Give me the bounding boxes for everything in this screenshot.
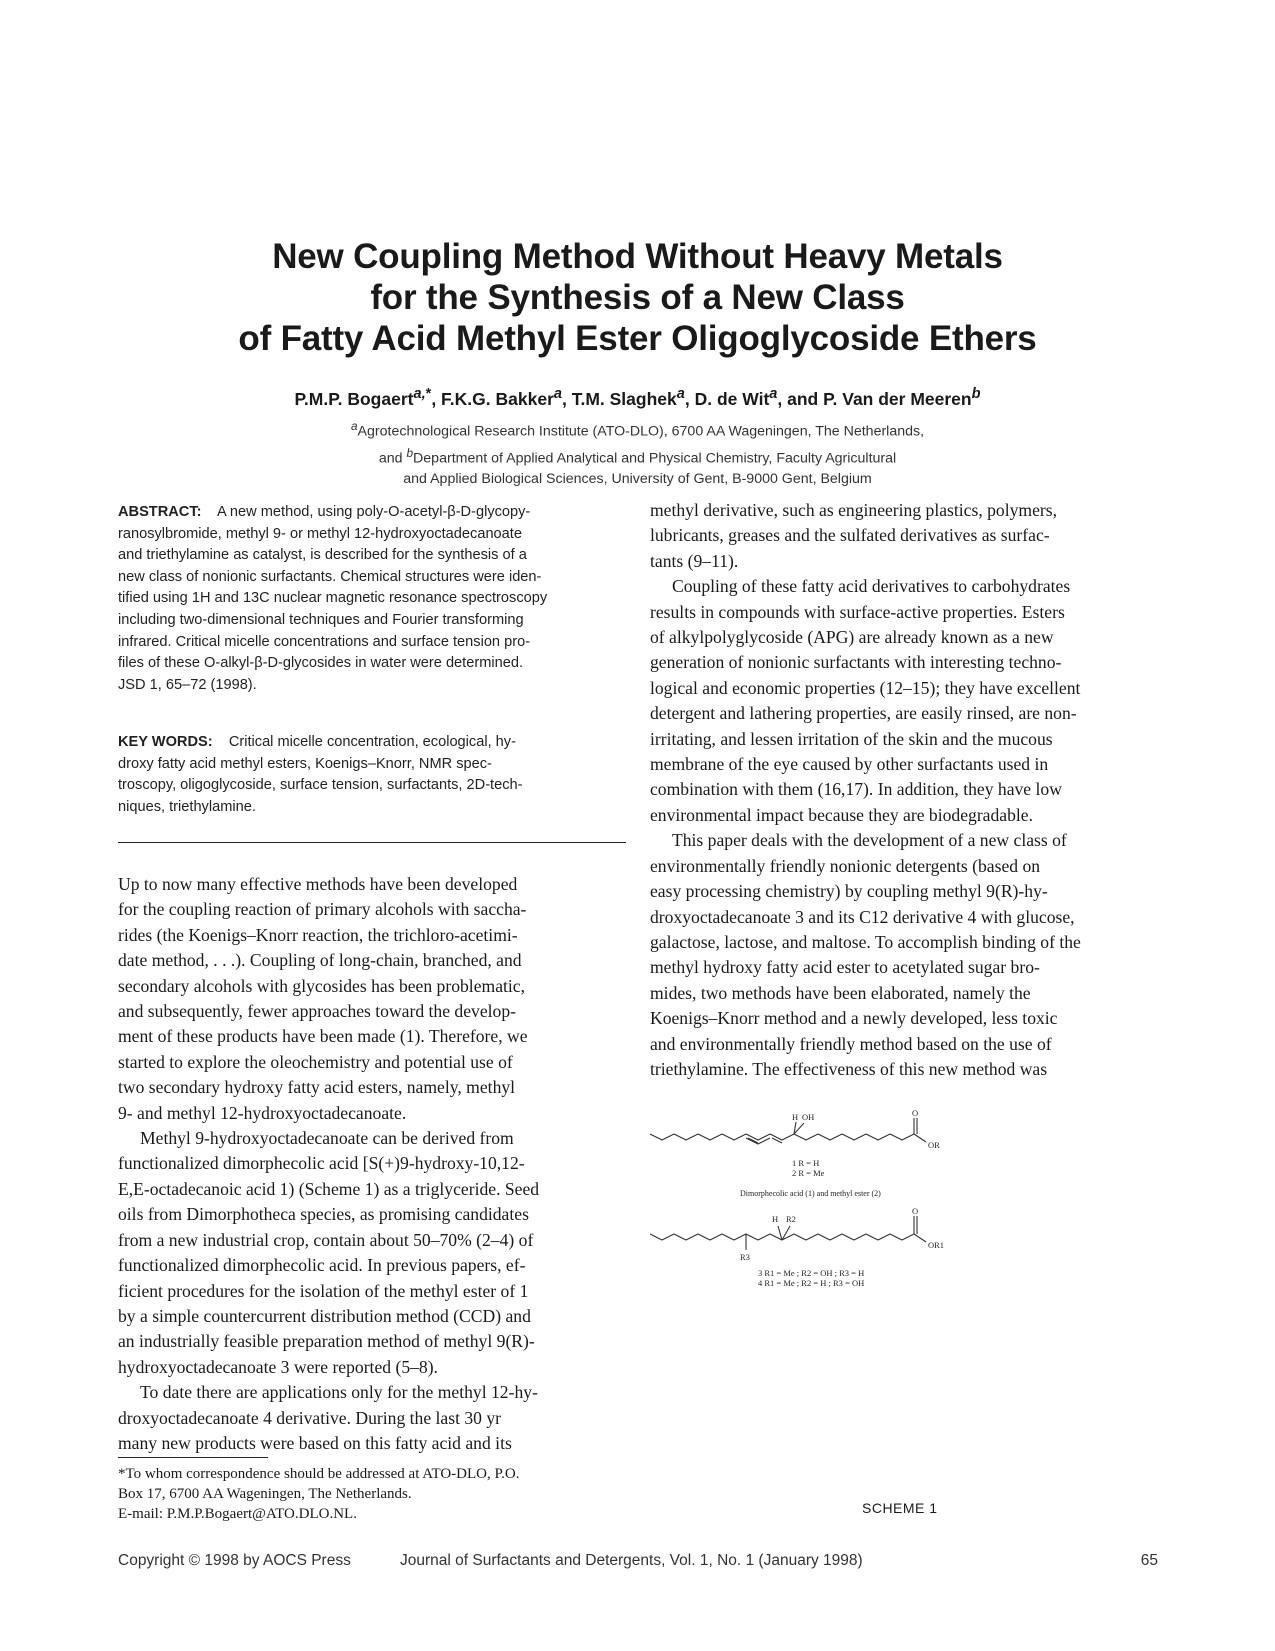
text-line: This paper deals with the development of a new class of xyxy=(672,830,1067,851)
author-2-affil-sup: a xyxy=(553,386,562,402)
s2-r3-label: R3 xyxy=(740,1252,750,1262)
text-line: functionalized dimorphecolic acid [S(+)9-hydroxy-10,12- xyxy=(118,1153,525,1174)
title-line-1: New Coupling Method Without Heavy Metals xyxy=(272,237,1003,276)
author-3-affil-sup: a xyxy=(676,386,685,402)
paragraph-this-paper xyxy=(650,828,1155,1082)
footnote xyxy=(118,1464,638,1524)
text-line: triethylamine. The effectiveness of this new method was xyxy=(650,1058,1048,1079)
keywords-line: droxy fatty acid methyl esters, Koenigs–Knorr, NMR spec- xyxy=(118,755,492,772)
text-line: E,E-octadecanoic acid 1) (Scheme 1) as a triglyceride. Seed xyxy=(118,1178,540,1199)
abstract-line xyxy=(118,502,626,524)
abstract-divider xyxy=(118,842,626,843)
s2-compound-3: 3 R1 = Me ; R2 = OH ; R3 = H xyxy=(758,1268,865,1278)
keywords-line: niques, triethylamine. xyxy=(118,798,256,815)
text-line: lubricants, greases and the sulfated derivatives as surfac- xyxy=(650,525,1050,546)
text-line: environmental impact because they are biodegradable. xyxy=(650,804,1033,825)
copyright: Copyright © 1998 by AOCS Press xyxy=(118,1552,351,1569)
text-line: combination with them (16,17). In addition, they have low xyxy=(650,779,1062,800)
text-line: oils from Dimorphotheca species, as promising candidates xyxy=(118,1204,529,1225)
keywords-text: Critical micelle concentration, ecological, hy- xyxy=(228,734,516,750)
abstract-line: files of these O-alkyl-β-D-glycosides in water were determined. xyxy=(118,655,524,672)
affiliation-line-2 xyxy=(0,443,1275,470)
scheme-caption: SCHEME 1 xyxy=(862,1500,938,1516)
abstract xyxy=(118,502,626,696)
s1-oh-label: OH xyxy=(802,1112,815,1122)
affiliation-b-mark: b xyxy=(406,445,414,460)
author-1: P.M.P. Bogaert xyxy=(294,388,414,409)
text-line: of alkylpolyglycoside (APG) are already known as a new xyxy=(650,627,1054,648)
text-line: irritating, and lessen irritation of the skin and the mucous xyxy=(650,728,1053,749)
text-line: 9- and methyl 12-hydroxyoctadecanoate. xyxy=(118,1102,407,1123)
s1-or-label: OR xyxy=(928,1140,940,1150)
text-line: droxyoctadecanoate 3 and its C12 derivative 4 with glucose, xyxy=(650,906,1075,927)
paragraph-methyl-9 xyxy=(118,1126,626,1380)
author-1-corresponding-mark: * xyxy=(425,386,432,402)
abstract-line: new class of nonionic surfactants. Chemical structures were iden- xyxy=(118,568,542,585)
page-number: 65 xyxy=(1140,1552,1158,1569)
scheme-1-structures xyxy=(650,1110,1170,1310)
text-line: tants (9–11). xyxy=(650,550,739,571)
text-line: secondary alcohols with glycosides has been problematic, xyxy=(118,975,525,996)
text-line: started to explore the oleochemistry and potential use of xyxy=(118,1051,513,1072)
text-line: from a new industrial crop, contain about 50–70% (2–4) of xyxy=(118,1229,534,1250)
text-line: many new products were based on this fatty acid and its xyxy=(118,1432,512,1453)
structure-1-chain xyxy=(650,1134,914,1140)
article-title xyxy=(0,236,1275,359)
footnote-line: *To whom correspondence should be addressed at ATO-DLO, P.O. xyxy=(118,1466,520,1482)
text-line: hydroxyoctadecanoate 3 were reported (5–8). xyxy=(118,1356,438,1377)
abstract-line: including two-dimensional techniques and Fourier transforming xyxy=(118,611,524,628)
abstract-text: A new method, using poly-O-acetyl-β-D-glycopy- xyxy=(216,504,531,520)
author-1-affil-sup: a, xyxy=(413,386,426,402)
body-left-column xyxy=(118,872,626,1456)
abstract-line: tified using 1H and 13C nuclear magnetic resonance spectroscopy xyxy=(118,590,548,607)
affiliation-and: and xyxy=(378,450,407,467)
s2-o-label: O xyxy=(912,1206,919,1216)
author-list xyxy=(0,386,1275,410)
text-line: an industrially feasible preparation method of methyl 9(R)- xyxy=(118,1331,535,1352)
text-line: Koenigs–Knorr method and a newly developed, less toxic xyxy=(650,1008,1058,1029)
footnote-email: E-mail: P.M.P.Bogaert@ATO.DLO.NL. xyxy=(118,1506,357,1522)
text-line: methyl hydroxy fatty acid ester to acetylated sugar bro- xyxy=(650,957,1040,978)
footnote-line: Box 17, 6700 AA Wageningen, The Netherlands. xyxy=(118,1486,412,1502)
author-4-affil-sup: a xyxy=(769,386,778,402)
text-line: To date there are applications only for the methyl 12-hy- xyxy=(140,1382,538,1403)
title-line-3: of Fatty Acid Methyl Ester Oligoglycoside Ethers xyxy=(238,319,1037,358)
text-line: environmentally friendly nonionic detergents (based on xyxy=(650,855,1041,876)
affiliation-line-1 xyxy=(0,416,1275,443)
journal-citation: Journal of Surfactants and Detergents, Vol. 1, No. 1 (January 1998) xyxy=(400,1552,863,1569)
s2-h-label: H xyxy=(772,1214,779,1224)
abstract-line: ranosylbromide, methyl 9- or methyl 12-hydroxyoctadecanoate xyxy=(118,525,522,542)
paragraph-continued xyxy=(650,498,1155,574)
title-line-2: for the Synthesis of a New Class xyxy=(370,278,905,317)
s1-h-label: H xyxy=(792,1112,799,1122)
text-line: Up to now many effective methods have been developed xyxy=(118,874,518,894)
s2-compound-4: 4 R1 = Me ; R2 = H ; R3 = OH xyxy=(758,1278,865,1288)
text-line: generation of nonionic surfactants with interesting techno- xyxy=(650,652,1062,673)
text-line: by a simple countercurrent distribution method (CCD) and xyxy=(118,1305,531,1326)
author-4: , D. de Wit xyxy=(684,388,770,409)
text-line: detergent and lathering properties, are easily rinsed, are non- xyxy=(650,703,1077,724)
paragraph-intro xyxy=(118,872,626,1126)
text-line: easy processing chemistry) by coupling methyl 9(R)-hy- xyxy=(650,881,1048,902)
text-line: results in compounds with surface-active properties. Esters xyxy=(650,601,1065,622)
text-line: date method, . . .). Coupling of long-chain, branched, and xyxy=(118,950,522,971)
text-line: droxyoctadecanoate 4 derivative. During the last 30 yr xyxy=(118,1407,502,1428)
affiliation-b-text: Department of Applied Analytical and Physical Chemistry, Faculty Agricultural xyxy=(413,450,897,467)
text-line: methyl derivative, such as engineering plastics, polymers, xyxy=(650,500,1057,520)
paragraph-methyl-12 xyxy=(118,1380,626,1456)
text-line: mides, two methods have been elaborated, namely the xyxy=(650,982,1031,1003)
author-5-affil-sup: b xyxy=(971,386,981,402)
affiliation-a-text: Agrotechnological Research Institute (ATO-DLO), 6700 AA Wageningen, The Netherlands, xyxy=(357,423,925,440)
keywords-line: troscopy, oligoglycoside, surface tension, surfactants, 2D-tech- xyxy=(118,777,523,794)
text-line: for the coupling reaction of primary alcohols with saccha- xyxy=(118,899,527,920)
paragraph-coupling xyxy=(650,574,1155,828)
text-line: Methyl 9-hydroxyoctadecanoate can be derived from xyxy=(140,1128,514,1149)
affiliations xyxy=(0,416,1275,490)
text-line: membrane of the eye caused by other surfactants used in xyxy=(650,754,1049,775)
author-2: , F.K.G. Bakker xyxy=(431,388,554,409)
text-line: logical and economic properties (12–15); they have excellent xyxy=(650,677,1081,698)
footnote-rule xyxy=(118,1457,268,1458)
s2-or1-label: OR1 xyxy=(928,1240,945,1250)
abstract-line: and triethylamine as catalyst, is described for the synthesis of a xyxy=(118,547,527,564)
text-line: Coupling of these fatty acid derivatives to carbohydrates xyxy=(672,576,1071,597)
text-line: ficient procedures for the isolation of the methyl ester of 1 xyxy=(118,1280,529,1301)
text-line: two secondary hydroxy fatty acid esters, namely, methyl xyxy=(118,1077,516,1098)
text-line: and subsequently, fewer approaches toward the develop- xyxy=(118,1001,516,1022)
author-5: , and P. Van der Meeren xyxy=(777,388,972,409)
s1-name: Dimorphecolic acid (1) and methyl ester (2) xyxy=(740,1189,881,1198)
s1-compound-1: 1 R = H xyxy=(792,1158,820,1168)
text-line: rides (the Koenigs–Knorr reaction, the trichloro-acetimi- xyxy=(118,924,518,945)
text-line: galactose, lactose, and maltose. To accomplish binding of the xyxy=(650,931,1081,952)
s1-compound-2: 2 R = Me xyxy=(792,1168,825,1178)
body-right-column xyxy=(650,498,1155,1082)
text-line: ment of these products have been made (1). Therefore, we xyxy=(118,1026,528,1047)
text-line: and environmentally friendly method based on the use of xyxy=(650,1033,1052,1054)
keywords-line xyxy=(118,732,626,754)
abstract-label: ABSTRACT: xyxy=(118,504,202,520)
s2-r2-label: R2 xyxy=(786,1214,796,1224)
affiliation-a-mark: a xyxy=(350,419,358,433)
author-3: , T.M. Slaghek xyxy=(562,388,677,409)
abstract-citation: JSD 1, 65–72 (1998). xyxy=(118,676,257,693)
s1-o-label: O xyxy=(912,1110,919,1118)
affiliation-line-3: and Applied Biological Sciences, University of Gent, B-9000 Gent, Belgium xyxy=(403,471,872,488)
keywords xyxy=(118,732,626,818)
text-line: functionalized dimorphecolic acid. In previous papers, ef- xyxy=(118,1255,526,1276)
abstract-line: infrared. Critical micelle concentrations and surface tension pro- xyxy=(118,633,531,650)
keywords-label: KEY WORDS: xyxy=(118,734,213,750)
